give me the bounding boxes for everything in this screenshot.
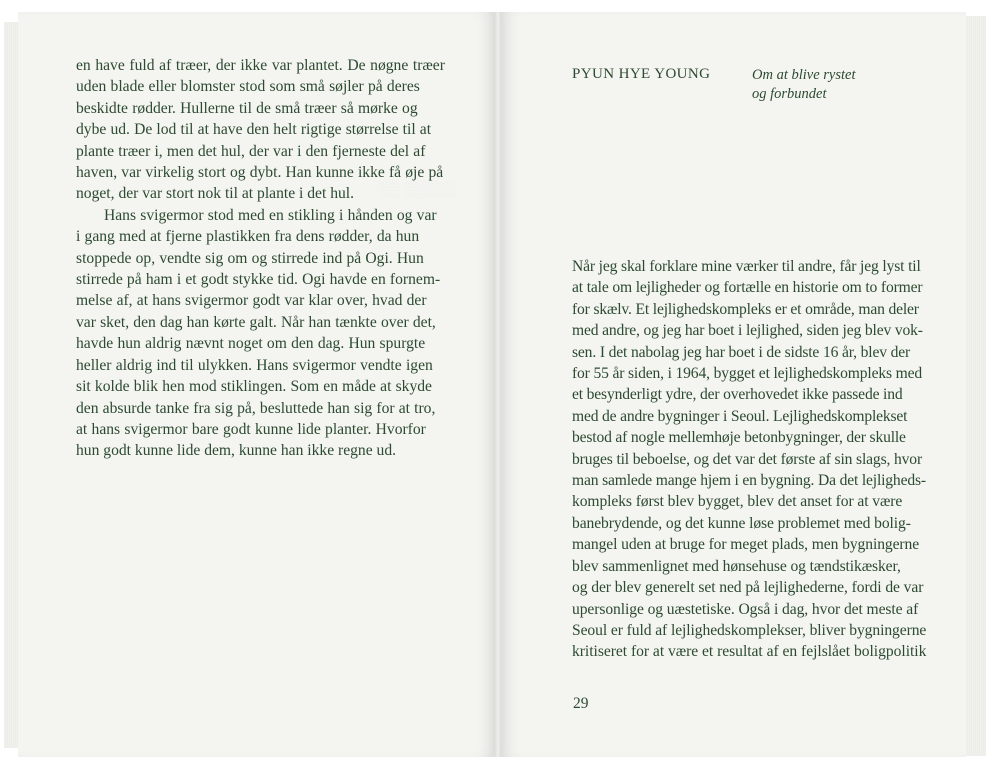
text-line: stirrede på ham i et godt stykke tid. Ogi havde en fornem- — [76, 271, 441, 289]
text-line: dybe ud. De lod til at have den helt rigtige størrelse til at — [76, 121, 432, 139]
text-line: for 55 år siden, i 1964, bygget et lejlighedskompleks med — [572, 365, 923, 383]
text-line: heller aldrig ind til ulykken. Hans svigermor vendte igen — [76, 356, 433, 374]
left-page-body-text — [76, 55, 445, 462]
text-line: og der blev generelt set ned på lejlighederne, fordi de var — [572, 579, 924, 597]
text-line: i gang med at fjerne plastikken fra dens rødder, da hun — [76, 228, 420, 246]
right-page-body-text — [572, 256, 926, 663]
text-line: bestod af nogle mellemhøje betonbygninger, der skulle — [572, 429, 906, 447]
text-line: Hans svigermor stod med en stikling i hånden og var — [104, 206, 437, 224]
text-line: med andre, og jeg har boet i lejlighed, siden jeg blev vok- — [572, 322, 923, 340]
text-line: kritiseret for at være et resultat af en fejlslået boligpolitik — [572, 643, 927, 661]
show-through-text: ░░ ░░░░░ — [378, 182, 457, 198]
running-head-author: PYUN HYE YOUNG — [572, 66, 711, 82]
left-page — [18, 12, 496, 757]
text-line: sen. I det nabolag jeg har boet i de sidste 16 år, blev der — [572, 343, 911, 361]
text-line: havde hun aldrig nævnt noget om den dag. Hun spurgte — [76, 335, 426, 353]
text-line: sit kolde blik hen mod stiklingen. Som en måde at skyde — [76, 378, 432, 396]
text-line: at hans svigermor bare godt kunne lide planter. Hvorfor — [76, 420, 426, 438]
title-line: Om at blive rystet — [752, 67, 856, 83]
left-page-edges — [4, 22, 18, 748]
text-line: noget, der var stort nok til at plante i det hul. — [76, 185, 355, 203]
text-line: med de andre bygninger i Seoul. Lejlighedskomplekset — [572, 407, 908, 425]
text-line: blev sammenlignet med hønsehuse og tændstikæsker, — [572, 557, 901, 575]
page-number: 29 — [573, 695, 589, 712]
text-line: man samlede mange hjem i en bygning. Da det lejligheds- — [572, 472, 926, 490]
text-line: plante træer i, men det hul, der var i den fjerneste del af — [76, 142, 426, 160]
text-line: Når jeg skal forklare mine værker til andre, får jeg lyst til — [572, 258, 921, 275]
text-line: haven, var virkelig stort og dybt. Han kunne ikke få øje på — [76, 164, 444, 182]
text-line: Seoul er fuld af lejlighedskomplekser, bliver bygningerne — [572, 621, 927, 639]
text-line: et besynderligt ydre, der overhovedet ikke passede ind — [572, 386, 903, 404]
right-page-edges — [966, 16, 986, 756]
text-line: banebrydende, og det kunne løse problemet med bolig- — [572, 514, 911, 532]
text-line: stoppede op, vendte sig om og stirrede ind på Ogi. Hun — [76, 249, 424, 267]
text-line: for skælv. Et lejlighedskompleks er et område, man deler — [572, 300, 919, 318]
right-page — [500, 12, 966, 757]
title-line: og forbundet — [752, 86, 827, 102]
text-line: bruges til beboelse, og det var det første af sin slags, hvor — [572, 450, 922, 468]
text-line: den absurde tanke fra sig på, besluttede han sig for at tro, — [76, 399, 436, 417]
text-line: beskidte rødder. Hullerne til de små træer så mørke og — [76, 99, 418, 117]
text-line: at tale om lejligheder og fortælle en historie om to former — [572, 279, 923, 297]
text-line: hun godt kunne lide dem, kunne han ikke regne ud. — [76, 442, 397, 460]
text-line: en have fuld af træer, der ikke var plantet. De nøgne træer — [76, 57, 445, 74]
text-line: mangel uden at bruge for meget plads, men bygningerne — [572, 536, 920, 554]
text-line: kompleks først blev bygget, blev det anset for at være — [572, 493, 903, 511]
running-head-title — [752, 66, 856, 104]
text-line: upersonlige og uæstetiske. Også i dag, hvor det meste af — [572, 600, 919, 618]
text-line: var sket, den dag han kørte galt. Når han tænkte over det, — [76, 313, 436, 331]
text-line: uden blade eller blomster stod som små søjler på deres — [76, 78, 420, 96]
text-line: melse af, at hans svigermor godt var klar over, hvad der — [76, 292, 427, 310]
